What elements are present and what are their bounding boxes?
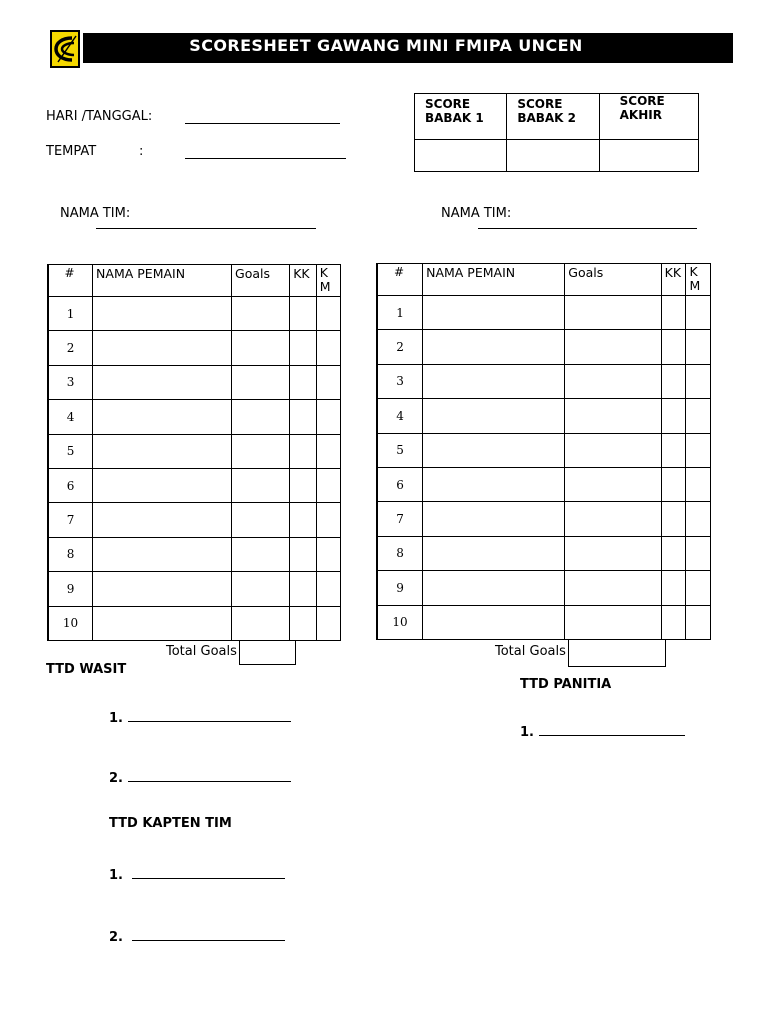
player-name-cell[interactable] bbox=[93, 365, 232, 399]
goals-cell[interactable] bbox=[232, 331, 290, 365]
score-cell-half1[interactable] bbox=[415, 140, 507, 172]
player-name-cell[interactable] bbox=[93, 468, 232, 502]
player-name-cell[interactable] bbox=[93, 572, 232, 606]
goals-cell[interactable] bbox=[232, 365, 290, 399]
goals-cell[interactable] bbox=[232, 434, 290, 468]
table-row bbox=[48, 606, 341, 640]
table-row bbox=[377, 433, 711, 467]
table-row bbox=[377, 502, 711, 536]
uncen-logo-icon bbox=[50, 30, 80, 68]
table-row bbox=[48, 572, 341, 606]
km-cell[interactable] bbox=[686, 605, 711, 639]
km-cell[interactable] bbox=[316, 572, 340, 606]
table-row bbox=[377, 296, 711, 330]
kk-cell[interactable] bbox=[290, 400, 317, 434]
signature-underline bbox=[128, 709, 291, 722]
row-number: 4 bbox=[377, 399, 423, 433]
km-cell[interactable] bbox=[316, 297, 340, 331]
kk-cell[interactable] bbox=[290, 503, 317, 537]
team1-total-label: Total Goals bbox=[166, 644, 237, 659]
kk-cell[interactable] bbox=[290, 434, 317, 468]
table-row bbox=[377, 364, 711, 398]
row-number: 8 bbox=[377, 536, 423, 570]
table-row bbox=[48, 503, 341, 537]
kk-cell[interactable] bbox=[661, 502, 686, 536]
col-km: K M bbox=[686, 264, 711, 296]
player-name-cell[interactable] bbox=[423, 330, 565, 364]
col-kk: KK bbox=[661, 264, 686, 296]
captain-signature-line-1[interactable] bbox=[109, 866, 285, 883]
table-row bbox=[48, 331, 341, 365]
col-number: # bbox=[48, 265, 93, 297]
row-number: 2 bbox=[377, 330, 423, 364]
row-number: 1 bbox=[377, 296, 423, 330]
captain-signature-line-2[interactable] bbox=[109, 928, 285, 945]
score-table bbox=[414, 93, 699, 172]
player-name-cell[interactable] bbox=[93, 503, 232, 537]
km-cell[interactable] bbox=[316, 331, 340, 365]
col-number: # bbox=[377, 264, 423, 296]
km-cell[interactable] bbox=[316, 537, 340, 571]
title-bar bbox=[83, 33, 733, 63]
kk-cell[interactable] bbox=[661, 536, 686, 570]
team2-name-label: NAMA TIM: bbox=[441, 206, 512, 221]
page-title: SCORESHEET GAWANG MINI FMIPA UNCEN bbox=[189, 35, 583, 55]
player-name-cell[interactable] bbox=[423, 467, 565, 501]
player-name-cell[interactable] bbox=[423, 605, 565, 639]
line-number: 1. bbox=[109, 711, 123, 726]
signature-underline bbox=[539, 723, 685, 736]
goals-cell[interactable] bbox=[565, 502, 661, 536]
table-row bbox=[48, 365, 341, 399]
col-player-name: NAMA PEMAIN bbox=[423, 264, 565, 296]
score-header-final: SCORE AKHIR bbox=[599, 94, 698, 140]
date-field-line[interactable] bbox=[185, 123, 340, 124]
referee-signature-line-2[interactable] bbox=[109, 769, 291, 786]
score-header-half2: SCORE BABAK 2 bbox=[507, 94, 599, 140]
referee-signature-line-1[interactable] bbox=[109, 709, 291, 726]
goals-cell[interactable] bbox=[232, 297, 290, 331]
table-row bbox=[48, 468, 341, 502]
player-name-cell[interactable] bbox=[93, 400, 232, 434]
row-number: 7 bbox=[377, 502, 423, 536]
km-cell[interactable] bbox=[316, 503, 340, 537]
km-cell[interactable] bbox=[686, 433, 711, 467]
kk-cell[interactable] bbox=[661, 605, 686, 639]
player-name-cell[interactable] bbox=[423, 364, 565, 398]
team1-roster-table bbox=[47, 264, 341, 641]
row-number: 2 bbox=[48, 331, 93, 365]
col-km: K M bbox=[316, 265, 340, 297]
kk-cell[interactable] bbox=[661, 571, 686, 605]
goals-cell[interactable] bbox=[565, 605, 661, 639]
player-name-cell[interactable] bbox=[423, 296, 565, 330]
table-row bbox=[377, 571, 711, 605]
player-name-cell[interactable] bbox=[93, 331, 232, 365]
km-cell[interactable] bbox=[316, 400, 340, 434]
row-number: 9 bbox=[48, 572, 93, 606]
team1-name-line[interactable] bbox=[96, 228, 316, 229]
goals-cell[interactable] bbox=[565, 536, 661, 570]
kk-cell[interactable] bbox=[290, 297, 317, 331]
team1-name-label: NAMA TIM: bbox=[60, 206, 131, 221]
row-number: 3 bbox=[48, 365, 93, 399]
kk-cell[interactable] bbox=[661, 433, 686, 467]
table-row bbox=[48, 537, 341, 571]
km-cell[interactable] bbox=[686, 364, 711, 398]
place-colon: : bbox=[139, 144, 144, 159]
kk-cell[interactable] bbox=[661, 296, 686, 330]
committee-signature-line-1[interactable] bbox=[520, 723, 685, 740]
km-cell[interactable] bbox=[686, 571, 711, 605]
kk-cell[interactable] bbox=[290, 572, 317, 606]
row-number: 10 bbox=[377, 605, 423, 639]
table-row bbox=[48, 297, 341, 331]
team2-total-label: Total Goals bbox=[495, 644, 566, 659]
col-goals: Goals bbox=[232, 265, 290, 297]
line-number: 1. bbox=[520, 725, 534, 740]
table-row bbox=[48, 400, 341, 434]
kk-cell[interactable] bbox=[661, 399, 686, 433]
player-name-cell[interactable] bbox=[93, 434, 232, 468]
km-cell[interactable] bbox=[686, 296, 711, 330]
km-cell[interactable] bbox=[686, 502, 711, 536]
km-cell[interactable] bbox=[686, 330, 711, 364]
team2-name-line[interactable] bbox=[478, 228, 697, 229]
place-field-line[interactable] bbox=[185, 158, 346, 159]
row-number: 6 bbox=[377, 467, 423, 501]
place-label: TEMPAT bbox=[46, 144, 97, 159]
signature-underline bbox=[128, 769, 291, 782]
km-cell[interactable] bbox=[316, 434, 340, 468]
row-number: 10 bbox=[48, 606, 93, 640]
table-row bbox=[377, 330, 711, 364]
kk-cell[interactable] bbox=[661, 330, 686, 364]
kk-cell[interactable] bbox=[661, 467, 686, 501]
referee-signature-title: TTD WASIT bbox=[46, 662, 127, 677]
player-name-cell[interactable] bbox=[423, 571, 565, 605]
row-number: 5 bbox=[377, 433, 423, 467]
row-number: 9 bbox=[377, 571, 423, 605]
line-number: 2. bbox=[109, 771, 123, 786]
score-cell-final[interactable] bbox=[599, 140, 698, 172]
row-number: 3 bbox=[377, 364, 423, 398]
table-row bbox=[377, 467, 711, 501]
km-cell[interactable] bbox=[316, 468, 340, 502]
goals-cell[interactable] bbox=[232, 537, 290, 571]
kk-cell[interactable] bbox=[290, 331, 317, 365]
kk-cell[interactable] bbox=[290, 537, 317, 571]
team1-total-goals-box[interactable] bbox=[239, 640, 296, 665]
table-row bbox=[48, 434, 341, 468]
row-number: 4 bbox=[48, 400, 93, 434]
kk-cell[interactable] bbox=[290, 468, 317, 502]
player-name-cell[interactable] bbox=[423, 536, 565, 570]
date-label: HARI /TANGGAL: bbox=[46, 109, 153, 124]
committee-signature-title: TTD PANITIA bbox=[520, 677, 612, 692]
table-row bbox=[377, 605, 711, 639]
km-cell[interactable] bbox=[316, 606, 340, 640]
goals-cell[interactable] bbox=[565, 399, 661, 433]
player-name-cell[interactable] bbox=[423, 433, 565, 467]
captain-signature-title: TTD KAPTEN TIM bbox=[109, 816, 232, 831]
km-cell[interactable] bbox=[686, 536, 711, 570]
goals-cell[interactable] bbox=[232, 572, 290, 606]
row-number: 5 bbox=[48, 434, 93, 468]
row-number: 7 bbox=[48, 503, 93, 537]
kk-cell[interactable] bbox=[290, 606, 317, 640]
signature-underline bbox=[132, 928, 285, 941]
col-player-name: NAMA PEMAIN bbox=[93, 265, 232, 297]
table-row bbox=[377, 399, 711, 433]
goals-cell[interactable] bbox=[565, 364, 661, 398]
goals-cell[interactable] bbox=[232, 503, 290, 537]
row-number: 6 bbox=[48, 468, 93, 502]
km-cell[interactable] bbox=[686, 467, 711, 501]
goals-cell[interactable] bbox=[232, 400, 290, 434]
goals-cell[interactable] bbox=[565, 330, 661, 364]
km-cell[interactable] bbox=[316, 365, 340, 399]
goals-cell[interactable] bbox=[565, 467, 661, 501]
player-name-cell[interactable] bbox=[93, 537, 232, 571]
goals-cell[interactable] bbox=[232, 468, 290, 502]
line-number: 2. bbox=[109, 930, 123, 945]
player-name-cell[interactable] bbox=[423, 399, 565, 433]
row-number: 1 bbox=[48, 297, 93, 331]
player-name-cell[interactable] bbox=[93, 297, 232, 331]
kk-cell[interactable] bbox=[661, 364, 686, 398]
km-cell[interactable] bbox=[686, 399, 711, 433]
kk-cell[interactable] bbox=[290, 365, 317, 399]
team2-total-goals-box[interactable] bbox=[568, 639, 666, 667]
player-name-cell[interactable] bbox=[93, 606, 232, 640]
score-header-half1: SCORE BABAK 1 bbox=[415, 94, 507, 140]
signature-underline bbox=[132, 866, 285, 879]
team2-roster-table bbox=[376, 263, 711, 640]
goals-cell[interactable] bbox=[565, 433, 661, 467]
goals-cell[interactable] bbox=[565, 296, 661, 330]
player-name-cell[interactable] bbox=[423, 502, 565, 536]
score-cell-half2[interactable] bbox=[507, 140, 599, 172]
col-goals: Goals bbox=[565, 264, 661, 296]
col-kk: KK bbox=[290, 265, 317, 297]
table-row bbox=[377, 536, 711, 570]
line-number: 1. bbox=[109, 868, 123, 883]
row-number: 8 bbox=[48, 537, 93, 571]
goals-cell[interactable] bbox=[565, 571, 661, 605]
goals-cell[interactable] bbox=[232, 606, 290, 640]
